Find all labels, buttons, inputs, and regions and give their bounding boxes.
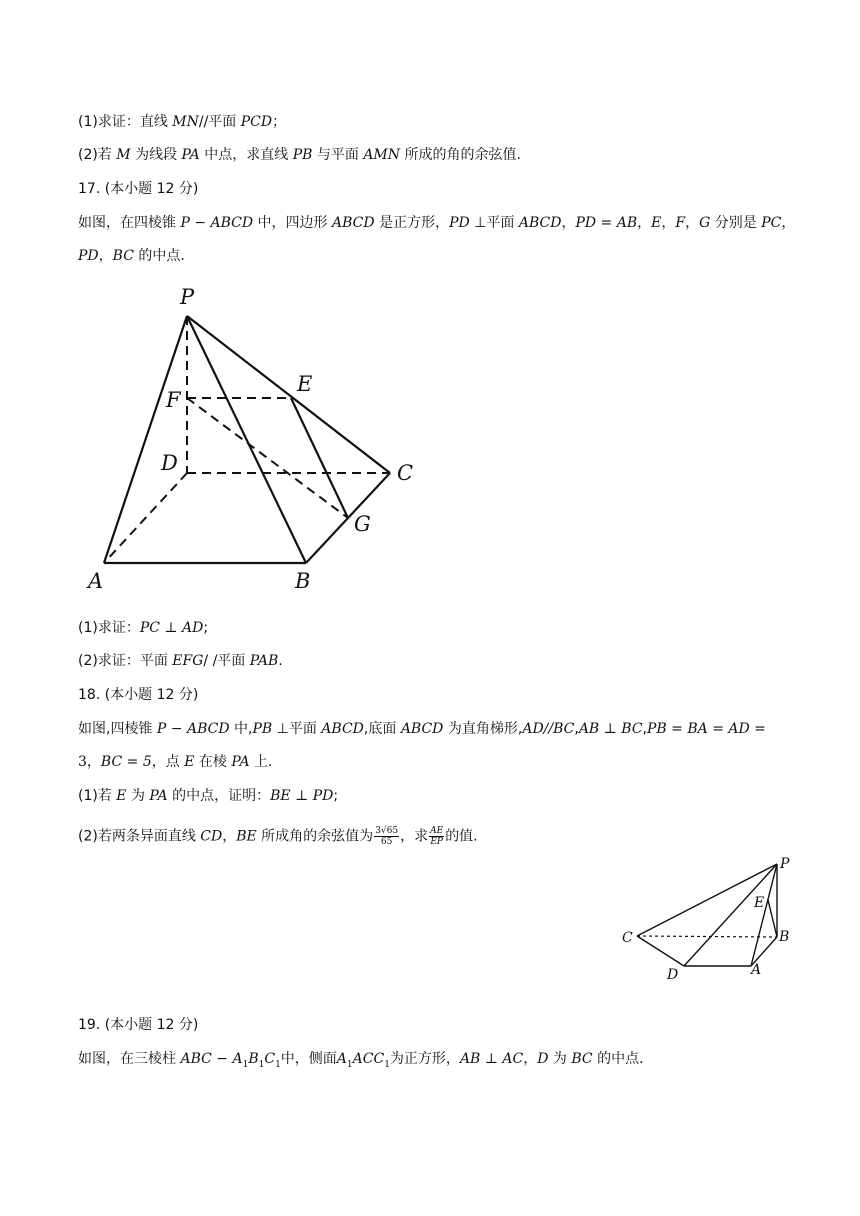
q17-header: 17. (本小题 12 分) — [78, 181, 199, 197]
q17-part1: (1)求证：PC ⊥ AD; — [78, 620, 209, 636]
q18-label-d: D — [667, 967, 679, 983]
q17-pyramid-figure — [80, 280, 430, 600]
q18-solid-edges — [637, 864, 777, 966]
q18-hidden-edges — [637, 936, 777, 937]
cosine-fraction: $\frac{3√65}{65}$ — [375, 826, 399, 847]
q17-statement-line2: PD，BC 的中点. — [78, 248, 185, 264]
q17-label-g: G — [354, 512, 371, 536]
q16-part1: (1)求证：直线 MN//平面 PCD； — [78, 114, 287, 130]
q19-statement: 如图，在三棱柱 ABC − $A_1B_1C_1$中，侧面$A_1ACC_1$为正方形，AB ⊥ AC，D 为 BC 的中点. — [78, 1051, 644, 1070]
q16-part2: (2)若 M 为线段 PA 中点，求直线 PB 与平面 AMN 所成的角的余弦值. — [78, 147, 521, 163]
q17-label-b: B — [295, 569, 311, 593]
q17-label-p: P — [180, 285, 195, 309]
q17-label-a: A — [88, 569, 104, 593]
q17-label-c: C — [397, 461, 414, 485]
q17-solid-edges — [104, 316, 390, 563]
q18-label-e: E — [754, 895, 765, 911]
q17-statement-line1: 如图，在四棱锥 P − ABCD 中，四边形 ABCD 是正方形，PD ⊥平面 ABCD，PD = AB，E，F，G 分别是 PC， — [78, 215, 796, 231]
q18-label-p: P — [780, 856, 790, 872]
q18-label-b: B — [779, 929, 790, 945]
q18-pyramid-figure — [615, 850, 800, 985]
q18-part1: (1)若 E 为 PA 的中点，证明：BE ⊥ PD; — [78, 788, 339, 804]
q18-part2: (2)若两条异面直线 CD，BE 所成角的余弦值为 $\frac{3√65}{65}$ ，求 $\frac{AE}{EP}$ 的值. — [78, 826, 478, 847]
q18-statement-line1: 如图,四棱锥 P − ABCD 中,PB ⊥平面 ABCD,底面 ABCD 为直角梯形,AD//BC,AB ⊥ BC,PB = BA = AD = — [78, 721, 766, 737]
q17-part2: (2)求证：平面 EFG/ /平面 PAB. — [78, 653, 283, 669]
q18-statement-line2: 3，BC = 5，点 E 在棱 PA 上. — [78, 754, 273, 770]
q18-header: 18. (本小题 12 分) — [78, 687, 199, 703]
q17-label-e: E — [297, 372, 313, 396]
q18-label-c: C — [622, 930, 633, 946]
q17-label-d: D — [161, 451, 178, 475]
q17-label-f: F — [166, 388, 181, 412]
ratio-fraction: $\frac{AE}{EP}$ — [430, 826, 444, 847]
q18-label-a: A — [751, 962, 762, 978]
q19-header: 19. (本小题 12 分) — [78, 1017, 199, 1033]
